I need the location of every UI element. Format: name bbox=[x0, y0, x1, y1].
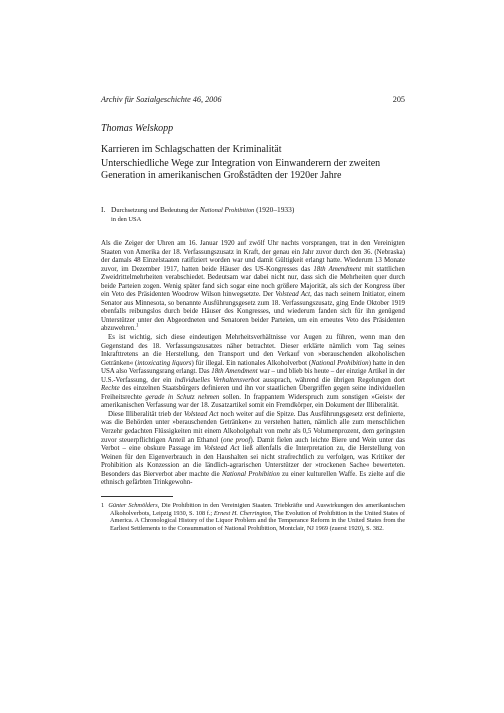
paragraph-1: Als die Zeiger der Uhren am 16. Januar 1920 auf zwölf Uhr nachts vorsprangen, trat in den Vereinigten Staaten von Amerika der 18. Verfassungszusatz in Kraft, der genau ein Jahr zuvor durch den 36. (Nebraska) der damals 48 Einzelstaaten ratifiziert worden war und damit Gültigkeit erlangt hatte. Wiederum 13 Monate zuvor, im Dezember 1917, hatten beide Häuser des US-Kongresses das 18th Amendment mit stattlichen Zweidrittelmehrheiten verabschiedet. Bedeutsam war dabei nicht nur, dass sich die Mehrheiten quer durch beide Parteien zogen. Wenig später fand sich sogar eine noch größere Majorität, als sich der Kongress über ein Veto des Präsidenten Woodrow Wilson hinwegsetzte. Der Volstead Act, das nach seinem Initiator, einem Senator aus Minnesota, so benannte Ausführungsgesetz zum 18. Verfassungszusatz, ging Ende Oktober 1919 ebenfalls reibungslos durch beide Häuser des Kongresses, und wiederum fanden sich für ihn genügend Unterstützer unter den Abgeordneten und Senatoren beider Parteien, um ein erneutes Veto des Präsidenten abzuwehren.$^1$ bbox=[101, 240, 405, 333]
journal-citation: Archiv für Sozialgeschichte 46, 2006 bbox=[101, 95, 222, 104]
footnote-1: 1 Günter Schmölders, Die Prohibition in den Vereinigten Staaten. Triebkräfte und Auswirkungen des amerikanischen Alkoholverbots, Leipzig 1930, S. 108 f.; Ernest H. Cherrington, The Evolution of Prohibition in the United States of America. A Chronological History of the Liquor Problem and the Temperance Reform in the United States from the Earliest Settlements to the Consummation of National Prohibition, Montclair, NJ 1969 (zuerst 1920), S. 382. bbox=[101, 501, 405, 532]
article-body bbox=[101, 240, 405, 488]
section-heading: I. Durchsetzung und Bedeutung der National Prohibition (1920–1933) in den USA bbox=[101, 205, 405, 224]
running-header bbox=[101, 95, 405, 105]
paragraph-2: Es ist wichtig, sich diese eindeutigen Mehrheitsverhältnisse vor Augen zu führen, wenn man den Gegenstand des 18. Verfassungszusatzes näher betrachtet. Dieser erklärte nämlich vom Tag seines Inkrafttretens an die Herstellung, den Transport und den Verkauf von »berauschenden alkoholischen Getränken« (intoxicating liquors) für illegal. Ein nationales Alkoholverbot (National Prohibition) hatte in den USA also Verfassungsrang erlangt. Das 18th Amendment war – und blieb bis heute – der einzige Artikel in der U.S.-Verfassung, der ein individuelles Verhaltensverbot aussprach, während die übrigen Regelungen dort Rechte des einzelnen Staatsbürgers definieren und ihn vor staatlichen Übergriffen gegen seine individuellen Freiheitsrechte gerade in Schutz nehmen sollen. In frappantem Widerspruch zum sonstigen »Geist« der amerikanischen Verfassung war der 18. Zusatzartikel somit ein Fremdkörper, ein Dokument der Illiberalität. bbox=[101, 334, 405, 410]
article-subtitle bbox=[101, 158, 405, 182]
footnote-divider bbox=[101, 496, 173, 497]
footnote-number: 1 bbox=[101, 501, 105, 509]
subtitle-line-2: Generation in amerikanischen Großstädten der 1920er Jahre bbox=[101, 170, 342, 181]
subtitle-line-1: Unterschiedliche Wege zur Integration von Einwanderern der zweiten bbox=[101, 158, 381, 169]
footnote-ref: 1 bbox=[136, 324, 139, 330]
page-number: 205 bbox=[392, 95, 405, 104]
article-page bbox=[101, 95, 405, 533]
section-number: I. bbox=[101, 205, 106, 214]
paragraph-3: Diese Illiberalität trieb der Volstead Act noch weiter auf die Spitze. Das Ausführungsgesetz erst definierte, was die Behörden unter »berauschenden Getränken« zu verstehen hatten, nämlich alle zum menschlichen Verzehr gedachten Flüssigkeiten mit einem Alkoholgehalt von mehr als 0,5 Volumenprozent, dem geringsten zuvor steuerpflichtigen Anteil an Ethanol (one proof). Damit fielen auch leichte Biere und Wein unter das Verbot – eine obskure Passage im Volstead Act ließ allenfalls die Interpretation zu, die Herstellung von Weinen für den Eigenverbrauch in den Haushalten sei nicht strafrechtlich zu verfolgen, was Kritiker der Prohibition als Konzession an die ländlich-agrarischen Unterstützer der »trockenen Sache« bewerteten. Besonders das Bierverbot aber machte die National Prohibition zu einer kulturellen Waffe. Es zielte auf die ethnisch gefärbten Trinkgewohn- bbox=[101, 410, 405, 487]
section-heading-line-2: in den USA bbox=[111, 216, 142, 223]
article-title: Karrieren im Schlagschatten der Kriminalität bbox=[101, 144, 282, 155]
author-name: Thomas Welskopp bbox=[101, 123, 174, 134]
